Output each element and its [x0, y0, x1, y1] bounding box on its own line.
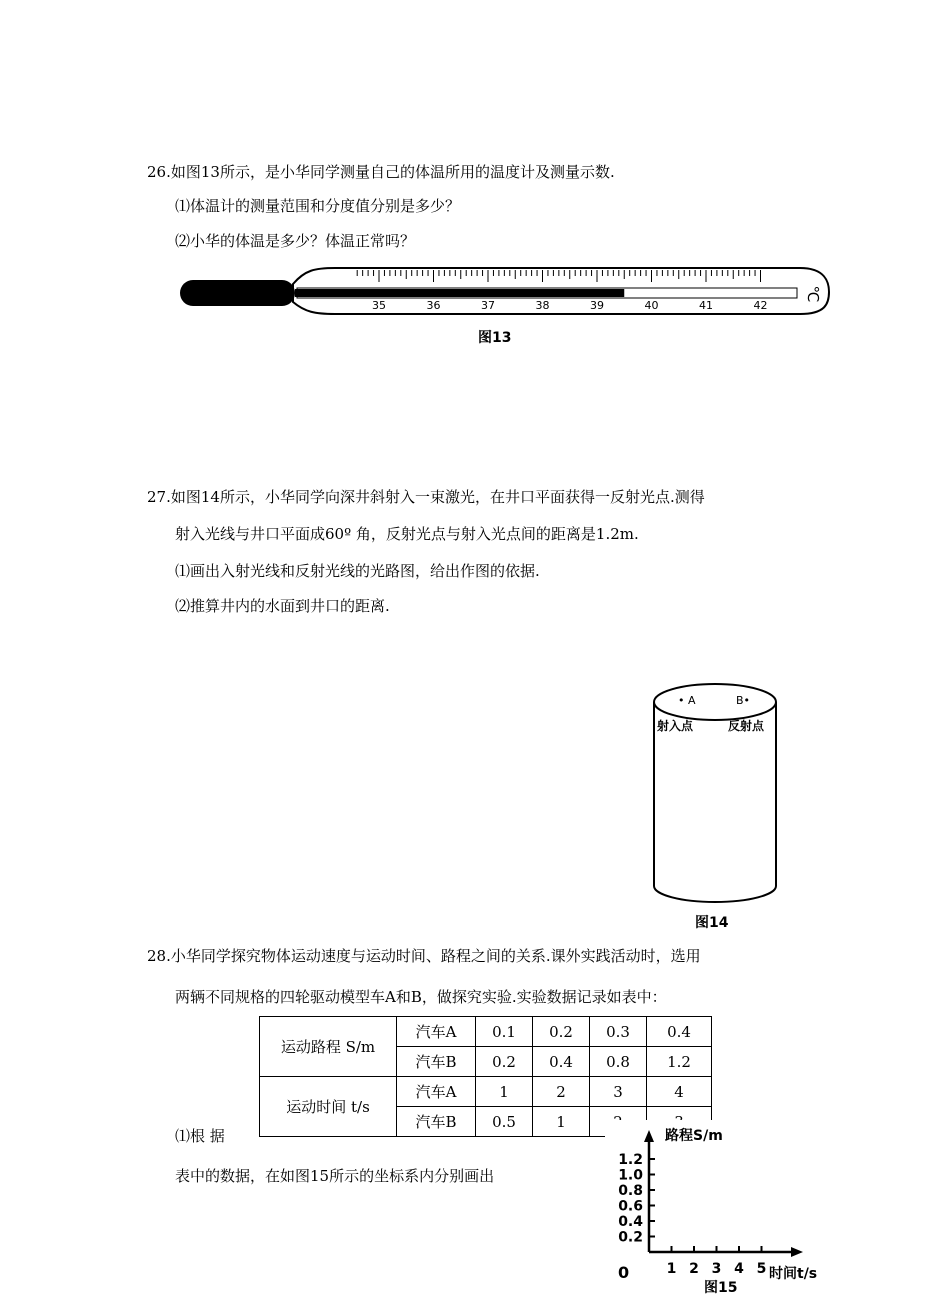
- y-tick-label: 0.8: [618, 1183, 643, 1199]
- q27-line2: 射入光线与井口平面成60º 角，反射光点与射入光点间的距离是1.2m.: [175, 525, 639, 543]
- y-axis-label: 路程S/m: [665, 1128, 723, 1144]
- q28-sub1-part1: ⑴根 据: [175, 1127, 225, 1145]
- point-b: B•: [736, 694, 751, 707]
- point-a: • A: [678, 694, 696, 707]
- q28-line2: 两辆不同规格的四轮驱动模型车A和B，做探究实验.实验数据记录如表中：: [175, 988, 667, 1006]
- entry-point-label: 射入点: [657, 719, 694, 733]
- x-tick-label: 3: [711, 1261, 722, 1277]
- car-b-label: 汽车B: [397, 1107, 476, 1137]
- y-tick-label: 0.2: [618, 1229, 643, 1246]
- y-tick-label: 1.0: [618, 1167, 643, 1184]
- q27-title: 27.如图14所示，小华同学向深井斜射入一束激光，在井口平面获得一反射光点.测得: [147, 488, 705, 506]
- x-tick-label: 2: [689, 1261, 699, 1277]
- reflection-point-label: 反射点: [728, 719, 765, 733]
- y-tick-label: 1.2: [618, 1152, 643, 1168]
- figure-13-caption: 图13: [478, 330, 512, 346]
- thermometer-bulb: [180, 280, 295, 306]
- table-cell: 0.5: [476, 1107, 533, 1137]
- table-cell: 1: [533, 1107, 590, 1137]
- table-cell: 0.1: [476, 1017, 533, 1047]
- thermometer-figure: [175, 262, 835, 322]
- q27-sub2: ⑵推算井内的水面到井口的距离.: [175, 597, 390, 615]
- table-cell: 2: [533, 1077, 590, 1107]
- scale-label: 37: [481, 299, 495, 312]
- q27-sub1: ⑴画出入射光线和反射光线的光路图，给出作图的依据.: [175, 562, 540, 580]
- scale-label: 42: [753, 299, 768, 312]
- x-tick-label: 5: [756, 1261, 767, 1277]
- x-axis-label: 时间t/s: [769, 1266, 818, 1282]
- car-a-label: 汽车A: [397, 1077, 476, 1107]
- table-cell: 0.4: [533, 1047, 590, 1077]
- y-tick-label: 0.4: [618, 1214, 643, 1230]
- q26-sub2: ⑵小华的体温是多少？体温正常吗？: [175, 232, 416, 250]
- car-a-label: 汽车A: [397, 1017, 476, 1047]
- scale-label: 38: [535, 299, 550, 312]
- table-cell: 0.3: [590, 1017, 647, 1047]
- table-cell: 3: [590, 1077, 647, 1107]
- unit-label: ℃: [804, 285, 822, 303]
- well-figure: [648, 680, 783, 910]
- figure-14-caption: 图14: [695, 915, 729, 931]
- scale-label: 40: [644, 299, 659, 312]
- car-b-label: 汽车B: [397, 1047, 476, 1077]
- table-cell: 0.4: [647, 1017, 712, 1047]
- q28-title: 28.小华同学探究物体运动速度与运动时间、路程之间的关系.课外实践活动时，选用: [147, 947, 701, 965]
- table-cell: 4: [647, 1077, 712, 1107]
- scale-ticks: [357, 270, 760, 282]
- distance-header: 运动路程 S/m: [260, 1017, 397, 1077]
- q26-sub1: ⑴体温计的测量范围和分度值分别是多少？: [175, 197, 461, 215]
- time-header: 运动时间 t/s: [260, 1077, 397, 1137]
- scale-label: 41: [699, 299, 713, 312]
- scale-label: 36: [426, 299, 441, 312]
- x-tick-label: 1: [666, 1261, 677, 1277]
- table-cell: 1.2: [647, 1047, 712, 1077]
- table-cell: 0.2: [533, 1017, 590, 1047]
- mercury-column: [295, 289, 624, 297]
- scale-label: 39: [590, 299, 604, 312]
- scale-label: 35: [372, 299, 386, 312]
- q26-title: 26.如图13所示，是小华同学测量自己的体温所用的温度计及测量示数.: [147, 163, 615, 181]
- experiment-table: [259, 1016, 712, 1137]
- origin-label: 0: [618, 1263, 630, 1282]
- scale-labels: [372, 299, 768, 312]
- figure-15-caption: 图15: [704, 1280, 738, 1295]
- q28-sub1-part2: 表中的数据，在如图15所示的坐标系内分别画出: [175, 1167, 495, 1185]
- table-cell: 0.8: [590, 1047, 647, 1077]
- x-tick-label: 4: [734, 1261, 744, 1277]
- table-cell: 1: [476, 1077, 533, 1107]
- y-tick-label: 0.6: [618, 1198, 643, 1215]
- table-cell: 0.2: [476, 1047, 533, 1077]
- coordinate-graph: [605, 1120, 837, 1295]
